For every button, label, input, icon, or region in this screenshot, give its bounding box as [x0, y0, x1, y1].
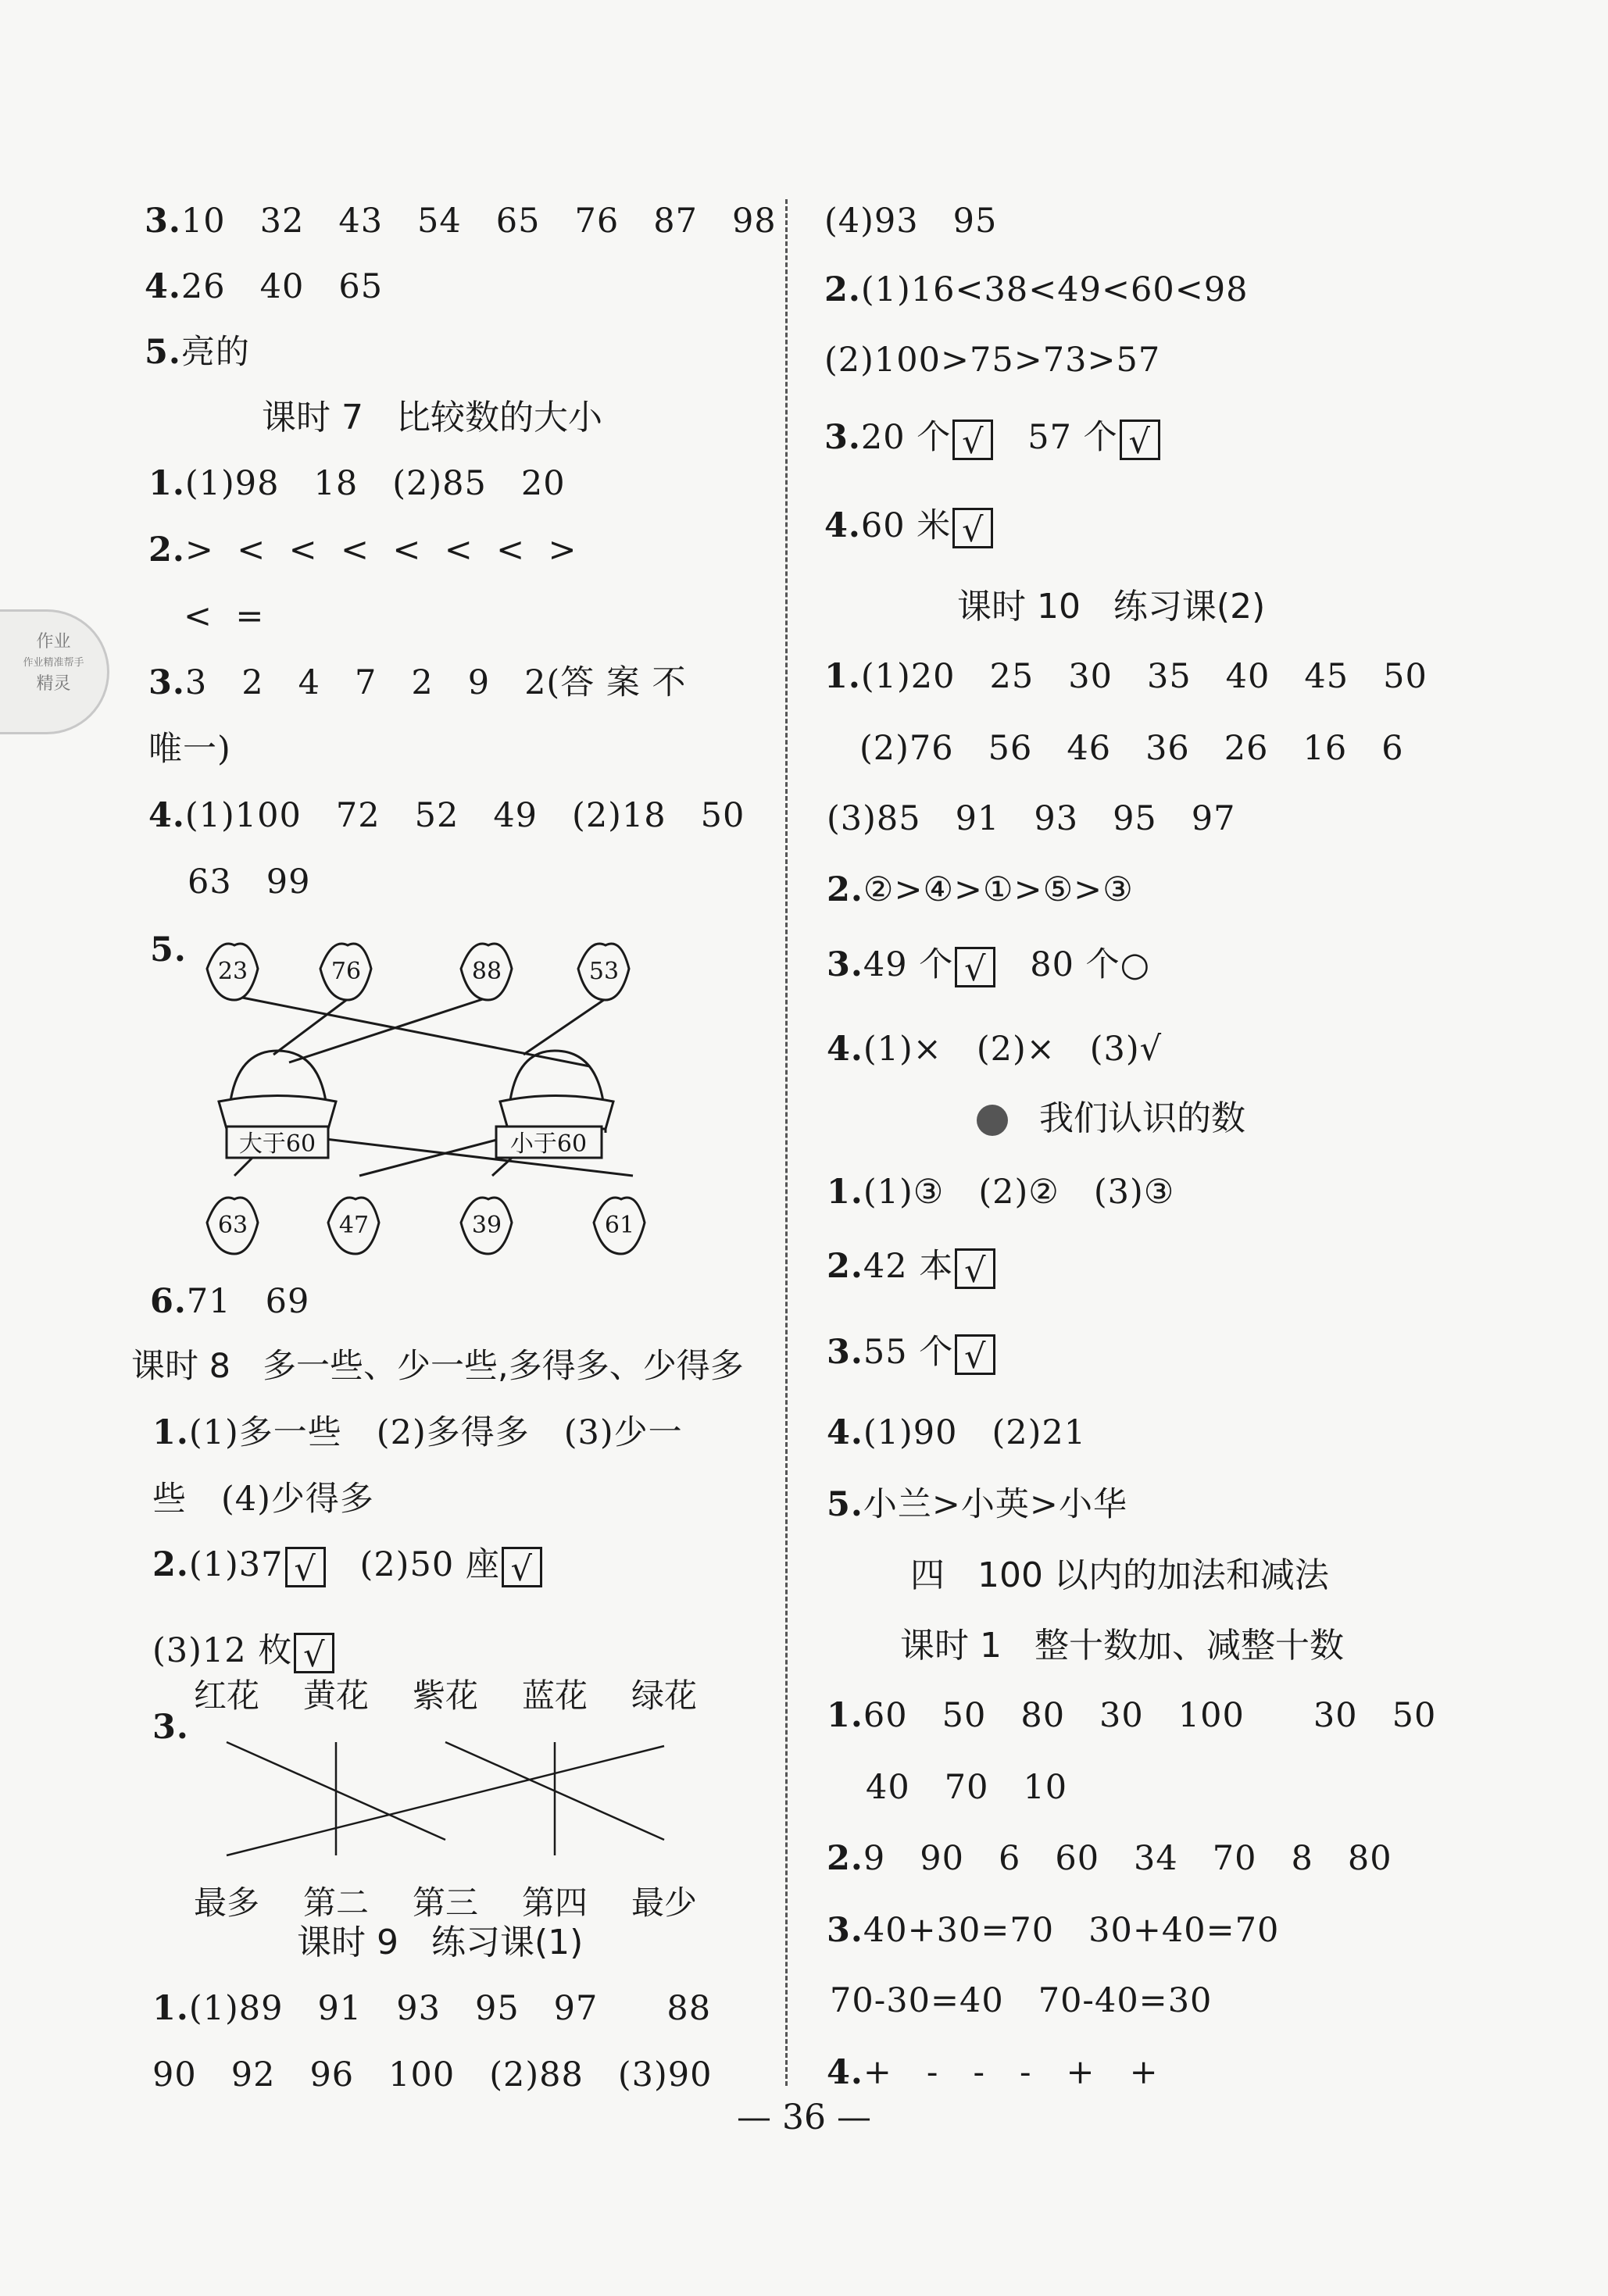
answer-line: 3.3 2 4 7 2 9 2(答 案 不: [148, 663, 687, 702]
answer-line: 3.10 32 43 54 65 76 87 98: [145, 202, 777, 241]
rank-most: 最多: [193, 1884, 260, 1922]
bullet-dot: [977, 1105, 1008, 1136]
question-number: 5.: [150, 930, 187, 969]
answer-line: 6.71 69: [150, 1282, 310, 1321]
answer-line: (4)93 95: [824, 202, 998, 241]
column-divider: [785, 199, 788, 2086]
answer-line: 2.(1)16<38<49<60<98: [824, 270, 1249, 309]
rank-fourth: 第四: [521, 1884, 588, 1922]
section-heading: 课时 9 练习课(1): [297, 1923, 584, 1962]
answer-line: 3.40+30=70 30+40=70: [827, 1911, 1280, 1950]
answer-line: 3.55 个 √: [827, 1334, 995, 1375]
basket-label-less: 小于60: [509, 1130, 588, 1158]
peach-bottom-3: 39: [471, 1212, 502, 1239]
page-number: — 36 —: [737, 2098, 871, 2137]
answer-line: (2)100>75>73>57: [824, 341, 1161, 380]
answer-line: 1.(1)98 18 (2)85 20: [148, 464, 566, 503]
chapter-heading: 四 100 以内的加法和减法: [910, 1555, 1329, 1595]
rank-second: 第二: [302, 1884, 370, 1922]
answer-line: 40 70 10: [866, 1768, 1068, 1807]
rank-third: 第三: [412, 1884, 479, 1922]
answer-line: 1.(1)20 25 30 35 40 45 50: [824, 657, 1428, 696]
peach-top-4: 53: [588, 958, 620, 985]
basket-label-greater: 大于60: [238, 1130, 316, 1158]
check-box: √: [502, 1547, 542, 1587]
peach-top-3: 88: [471, 958, 502, 985]
answer-line: 2.42 本 √: [827, 1248, 995, 1289]
answer-line: 5.小兰>小英>小华: [827, 1485, 1127, 1524]
answer-line: 4.(1)× (2)× (3)√: [827, 1030, 1163, 1069]
stamp-logo: 作业 作业精准帮手 精灵: [0, 609, 109, 734]
check-box: √: [955, 1334, 995, 1375]
answer-line: 4.26 40 65: [145, 267, 384, 306]
check-box: √: [955, 1248, 995, 1289]
answer-line: 2.9 90 6 60 34 70 8 80: [827, 1839, 1392, 1878]
section-heading: 课时 7 比较数的大小: [262, 398, 602, 437]
flower-blue: 蓝花: [521, 1676, 588, 1715]
answer-line: 些 (4)少得多: [152, 1480, 374, 1519]
answer-line: 70-30=40 70-40=30: [830, 1981, 1213, 2020]
answer-line: (3)85 91 93 95 97: [827, 799, 1236, 838]
answer-line: 4.(1)100 72 52 49 (2)18 50: [148, 796, 745, 835]
answer-line: 1.60 50 80 30 100 30 50: [827, 1696, 1437, 1735]
answer-line: (3)12 枚 √: [152, 1633, 334, 1673]
section-heading: 课时 10 练习课(2): [957, 587, 1266, 627]
section-heading: 我们认识的数: [977, 1102, 1245, 1136]
answer-line: (2)76 56 46 36 26 16 6: [859, 729, 1404, 768]
check-box: √: [1120, 420, 1160, 460]
section-heading: 课时 1 整十数加、减整十数: [900, 1626, 1344, 1666]
answer-line: 2.> < < < < < < >: [148, 530, 577, 570]
section-heading: 课时 8 多一些、少一些,多得多、少得多: [131, 1347, 744, 1386]
peach-bottom-2: 47: [338, 1212, 370, 1239]
flower-green: 绿花: [631, 1676, 698, 1715]
answer-line: 4.+ - - - + +: [827, 2053, 1159, 2092]
answer-line: 5.亮的: [145, 333, 250, 372]
check-box: √: [952, 508, 993, 548]
peach-bottom-1: 63: [217, 1212, 248, 1239]
answer-line: 3.20 个 √ 57 个 √: [824, 420, 1160, 460]
answer-line: 1.(1)③ (2)② (3)③: [827, 1173, 1175, 1212]
answer-line: 1.(1)多一些 (2)多得多 (3)少一: [152, 1413, 683, 1452]
question-number: 3.: [152, 1708, 189, 1747]
check-box: √: [285, 1547, 326, 1587]
answer-line: 4.(1)90 (2)21: [827, 1413, 1087, 1452]
answer-line: 1.(1)89 91 93 95 97 88: [152, 1989, 712, 2028]
answer-line: 90 92 96 100 (2)88 (3)90: [152, 2055, 713, 2094]
flower-red: 红花: [193, 1676, 260, 1715]
rank-least: 最少: [631, 1884, 698, 1922]
answer-line: < =: [184, 597, 265, 636]
peach-basket-diagram: [164, 922, 664, 1266]
check-box: √: [952, 420, 993, 460]
answer-line: 唯一): [148, 730, 231, 769]
flower-matching-diagram: [180, 1672, 742, 1937]
peach-top-1: 23: [217, 958, 248, 985]
flower-purple: 紫花: [412, 1676, 479, 1715]
answer-line: 3.49 个 √ 80 个○: [827, 945, 1151, 989]
check-box: √: [955, 947, 995, 987]
answer-line: 2.(1)37 √ (2)50 座 √: [152, 1547, 542, 1587]
answer-line: 63 99: [188, 862, 311, 902]
flower-yellow: 黄花: [302, 1676, 370, 1715]
peach-bottom-4: 61: [604, 1212, 635, 1239]
check-box: √: [294, 1633, 334, 1673]
peach-top-2: 76: [331, 958, 362, 985]
answer-line: 4.60 米 √: [824, 508, 993, 548]
answer-line: 2.②>④>①>⑤>③: [827, 870, 1134, 909]
